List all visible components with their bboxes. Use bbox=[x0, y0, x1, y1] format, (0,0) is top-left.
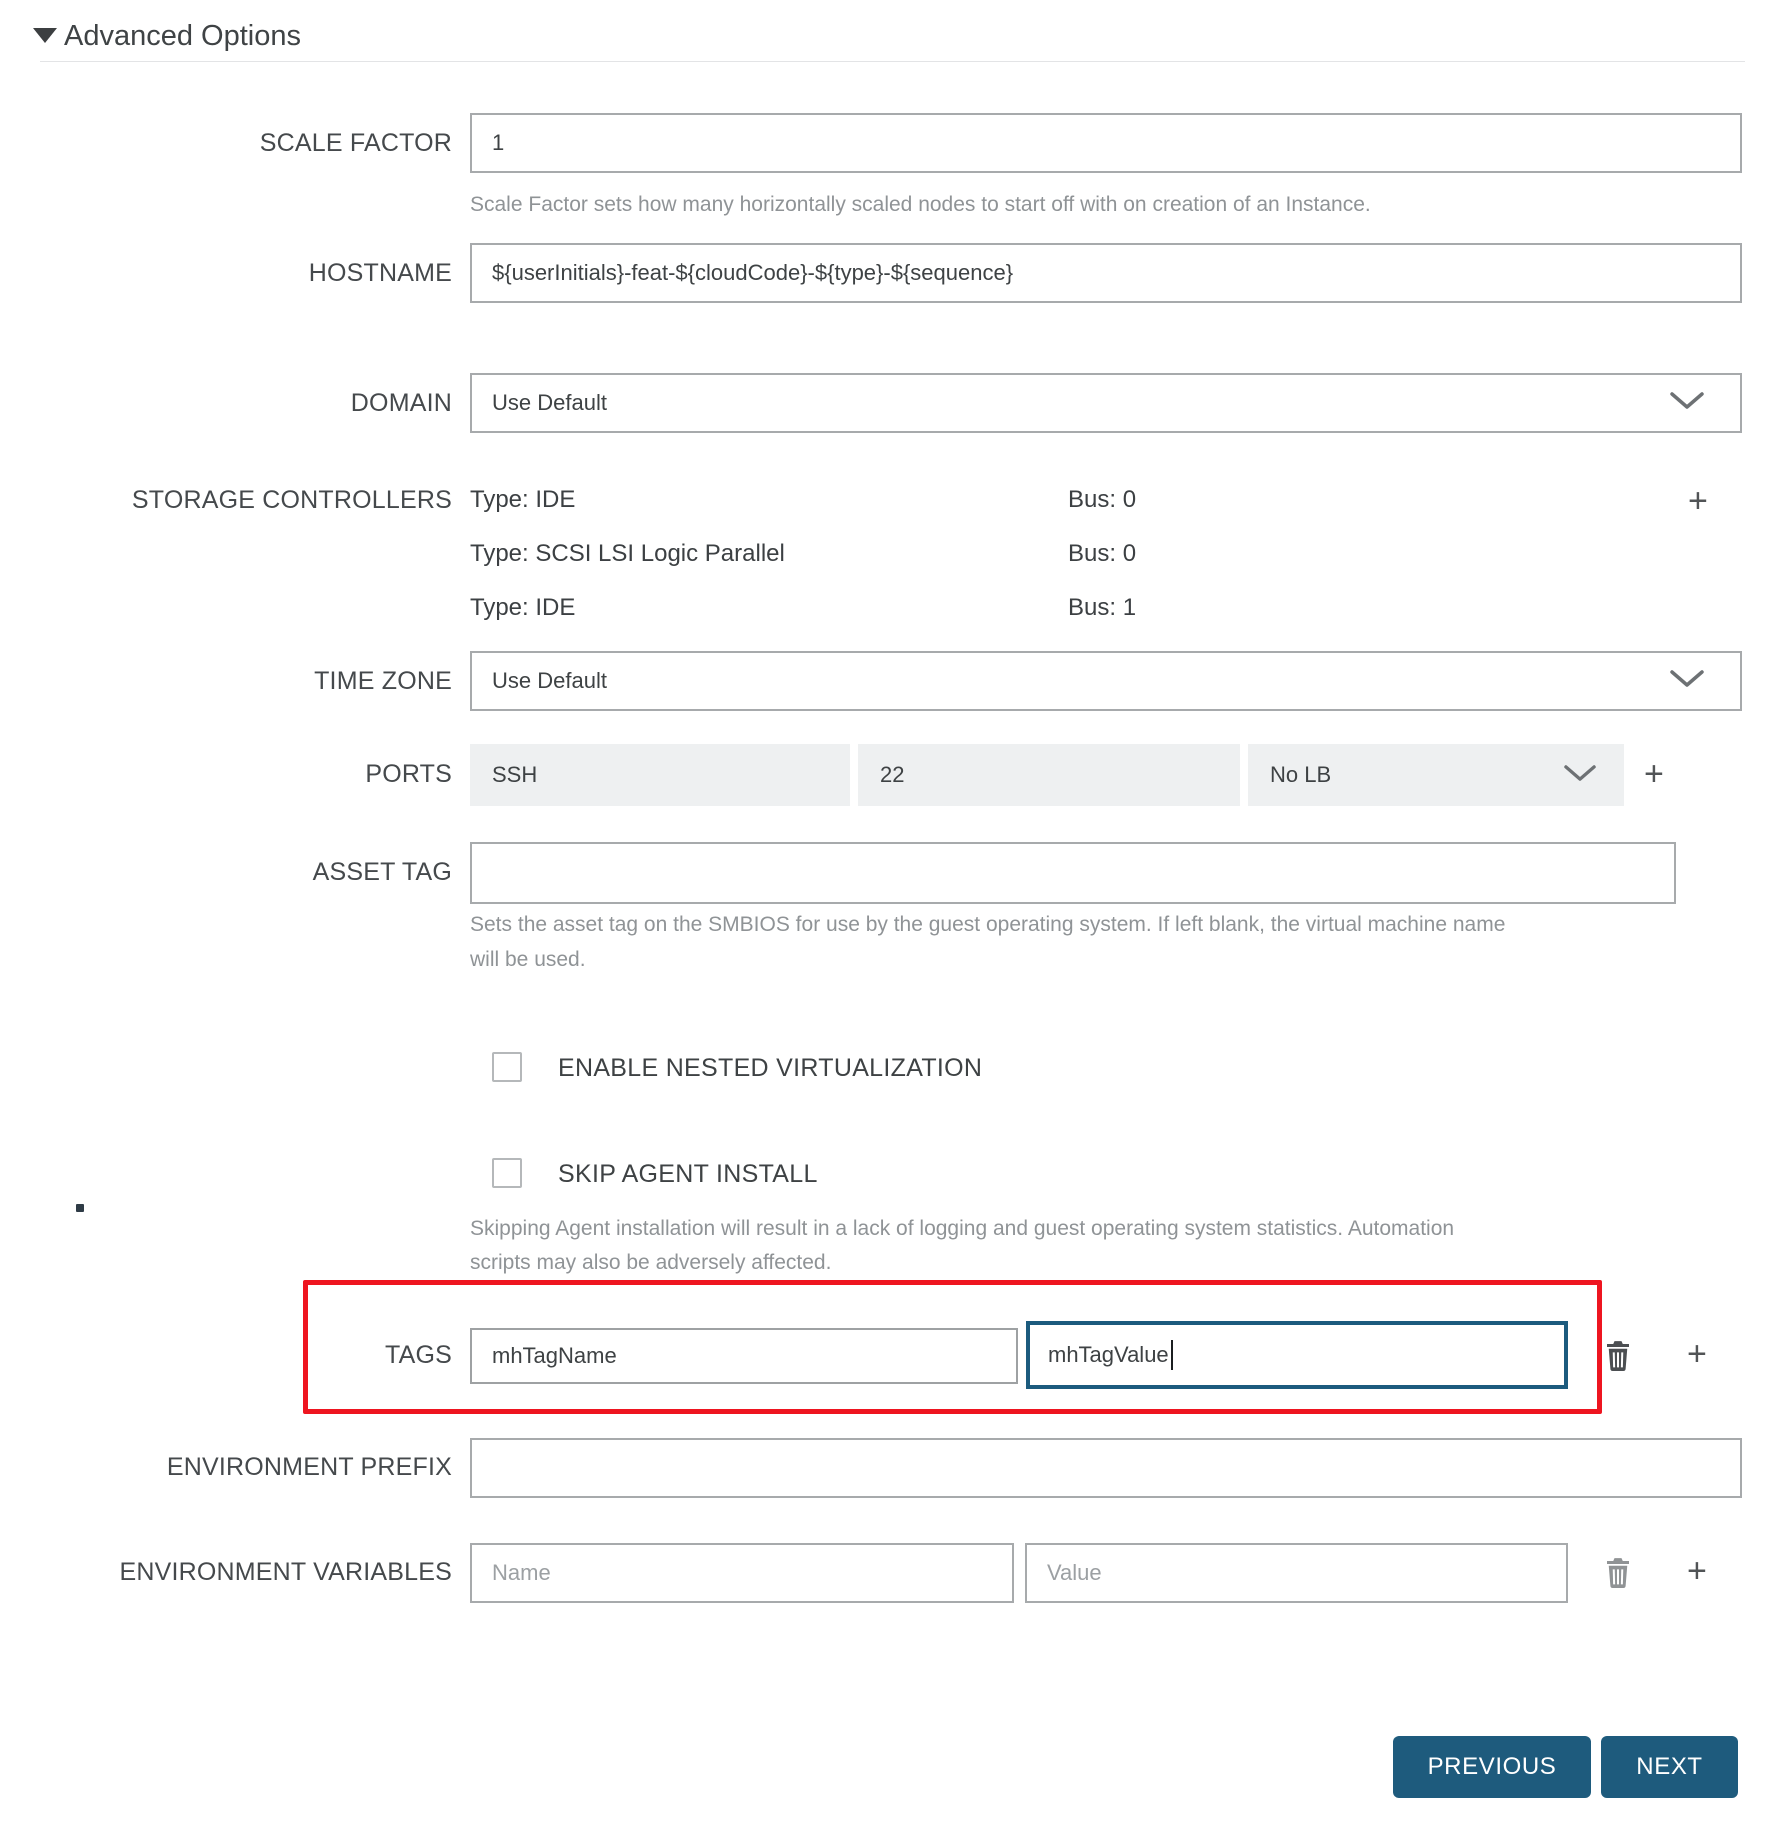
header-divider bbox=[40, 61, 1745, 62]
next-button[interactable]: NEXT bbox=[1601, 1736, 1738, 1798]
port-name-field bbox=[470, 744, 850, 806]
time-zone-label: TIME ZONE bbox=[314, 667, 452, 695]
previous-button[interactable]: PREVIOUS bbox=[1393, 1736, 1591, 1798]
hostname-label: HOSTNAME bbox=[308, 259, 452, 287]
tag-value-input[interactable] bbox=[1026, 1321, 1568, 1389]
ports-label: PORTS bbox=[365, 760, 452, 788]
asset-tag-input[interactable] bbox=[470, 842, 1676, 904]
environment-variables-label: ENVIRONMENT VARIABLES bbox=[119, 1558, 452, 1586]
domain-label: DOMAIN bbox=[350, 389, 452, 417]
add-tag-button[interactable]: + bbox=[1687, 1335, 1707, 1373]
storage-row-bus: Bus: 0 bbox=[1068, 486, 1137, 513]
delete-tag-button[interactable] bbox=[1603, 1339, 1633, 1377]
chevron-down-icon bbox=[1670, 390, 1704, 416]
skip-agent-install-checkbox[interactable] bbox=[492, 1158, 522, 1188]
asset-tag-label: ASSET TAG bbox=[312, 858, 452, 886]
delete-environment-variable-button[interactable] bbox=[1603, 1556, 1633, 1594]
hostname-input[interactable] bbox=[470, 243, 1742, 303]
section-title: Advanced Options bbox=[64, 20, 301, 52]
trash-icon bbox=[1603, 1556, 1633, 1589]
domain-selected-value: Use Default bbox=[492, 390, 607, 415]
storage-row-type: Type: IDE bbox=[470, 594, 576, 621]
tag-value-text: mhTagValue bbox=[1048, 1342, 1169, 1367]
nested-virtualization-label: ENABLE NESTED VIRTUALIZATION bbox=[558, 1054, 983, 1082]
storage-row-bus: Bus: 1 bbox=[1068, 594, 1137, 621]
storage-row-bus: Bus: 0 bbox=[1068, 540, 1137, 567]
tag-name-input[interactable] bbox=[470, 1328, 1018, 1384]
time-zone-select[interactable] bbox=[470, 651, 1742, 711]
environment-variable-name-input[interactable] bbox=[470, 1543, 1014, 1603]
scale-factor-input[interactable] bbox=[470, 113, 1742, 173]
port-lb-value: No LB bbox=[1270, 762, 1332, 787]
collapse-triangle-icon[interactable] bbox=[33, 28, 57, 43]
trash-icon bbox=[1603, 1339, 1633, 1372]
asset-tag-help-line1: Sets the asset tag on the SMBIOS for use by the guest operating system. If left blank, the virtual machine name bbox=[470, 913, 1506, 936]
scale-factor-label: SCALE FACTOR bbox=[259, 129, 452, 157]
stray-dot bbox=[76, 1204, 84, 1212]
chevron-down-icon bbox=[1670, 668, 1704, 694]
domain-select[interactable] bbox=[470, 373, 1742, 433]
storage-controllers-label: STORAGE CONTROLLERS bbox=[131, 486, 452, 514]
environment-prefix-label: ENVIRONMENT PREFIX bbox=[166, 1453, 452, 1481]
scale-factor-help: Scale Factor sets how many horizontally scaled nodes to start off with on creation of an Instance. bbox=[470, 193, 1371, 216]
add-port-button[interactable]: + bbox=[1644, 755, 1664, 793]
port-name-value: SSH bbox=[492, 762, 538, 787]
skip-agent-help-line1: Skipping Agent installation will result in a lack of logging and guest operating system statistics. Automation bbox=[470, 1217, 1455, 1240]
nested-virtualization-checkbox[interactable] bbox=[492, 1052, 522, 1082]
time-zone-selected-value: Use Default bbox=[492, 668, 607, 693]
port-number-field bbox=[858, 744, 1240, 806]
storage-row-type: Type: IDE bbox=[470, 486, 576, 513]
port-lb-select[interactable] bbox=[1248, 744, 1624, 806]
add-environment-variable-button[interactable]: + bbox=[1687, 1552, 1707, 1590]
port-number-value: 22 bbox=[880, 762, 905, 787]
environment-prefix-input[interactable] bbox=[470, 1438, 1742, 1498]
add-storage-controller-button[interactable]: + bbox=[1688, 482, 1708, 520]
tags-label: TAGS bbox=[384, 1341, 452, 1369]
text-cursor bbox=[1171, 1340, 1173, 1370]
asset-tag-help-line2: will be used. bbox=[470, 948, 586, 971]
skip-agent-install-label: SKIP AGENT INSTALL bbox=[558, 1160, 818, 1188]
chevron-down-icon bbox=[1564, 762, 1596, 788]
environment-variable-value-input[interactable] bbox=[1025, 1543, 1568, 1603]
storage-row-type: Type: SCSI LSI Logic Parallel bbox=[470, 540, 785, 567]
skip-agent-help-line2: scripts may also be adversely affected. bbox=[470, 1251, 832, 1274]
